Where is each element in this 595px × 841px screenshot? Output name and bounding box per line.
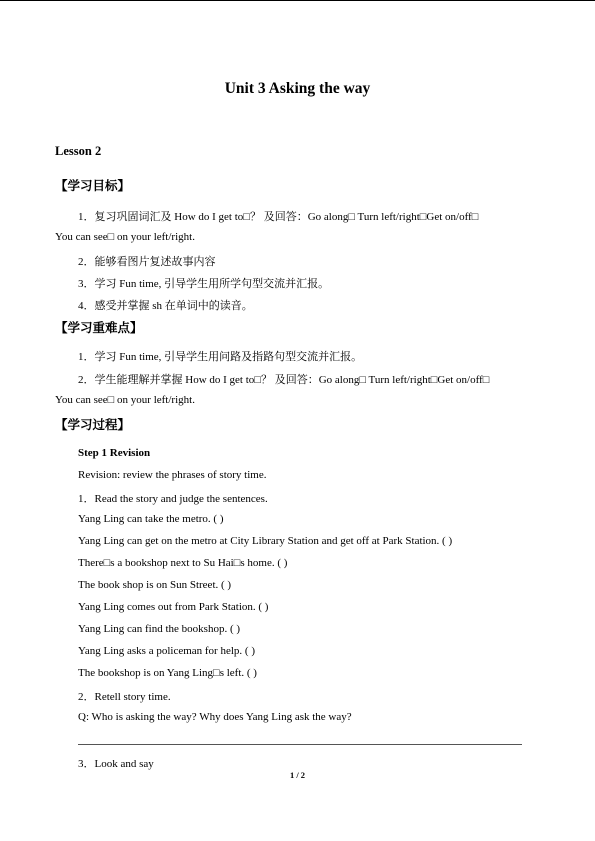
judge-sentence: The book shop is on Sun Street. ( ) [78,579,232,591]
objective-item: 1．复习巩固词汇及 How do I get to□？ 及回答：Go along□ Turn left/right□Get on/off□ [78,211,479,223]
key-point-item: 1．学习 Fun time, 引导学生用问路及指路句型交流并汇报。 [78,351,363,363]
objective-item-continued: You can see□ on your left/right. [55,231,195,243]
process-line: Revision: review the phrases of story time. [78,469,267,481]
judge-sentence: There□s a bookshop next to Su Hai□s home. ( ) [78,557,288,569]
page-number: 1 / 2 [289,770,306,780]
question-line: Q: Who is asking the way? Why does Yang Ling ask the way? [78,711,352,723]
objective-item: 4．感受并掌握 sh 在单词中的读音。 [78,300,253,312]
key-point-item: 2．学生能理解并掌握 How do I get to□？ 及回答：Go along□ Turn left/right□Get on/off□ [78,374,490,386]
key-points-heading: 【学习重难点】 [55,320,143,335]
objective-item: 2．能够看图片复述故事内容 [78,256,216,268]
judge-sentence: Yang Ling can get on the metro at City Library Station and get off at Park Station. ( ) [78,535,453,547]
judge-sentence: Yang Ling can find the bookshop. ( ) [78,623,241,635]
answer-line [78,744,522,745]
document-title: Unit 3 Asking the way [224,80,371,97]
process-line: 1．Read the story and judge the sentences. [78,493,268,505]
judge-sentence: Yang Ling asks a policeman for help. ( ) [78,645,255,657]
key-point-item-continued: You can see□ on your left/right. [55,394,195,406]
process-line: 2．Retell story time. [78,691,171,703]
objectives-heading: 【学习目标】 [55,178,131,193]
top-rule [0,0,595,1]
objective-item: 3．学习 Fun time, 引导学生用所学句型交流并汇报。 [78,278,330,290]
process-heading: 【学习过程】 [55,417,131,432]
step1-title: Step 1 Revision [78,447,151,459]
judge-sentence: The bookshop is on Yang Ling□s left. ( ) [78,667,257,679]
process-line: 3．Look and say [78,758,154,770]
lesson-label: Lesson 2 [55,144,102,158]
judge-sentence: Yang Ling can take the metro. ( ) [78,513,224,525]
judge-sentence: Yang Ling comes out from Park Station. ( ) [78,601,269,613]
